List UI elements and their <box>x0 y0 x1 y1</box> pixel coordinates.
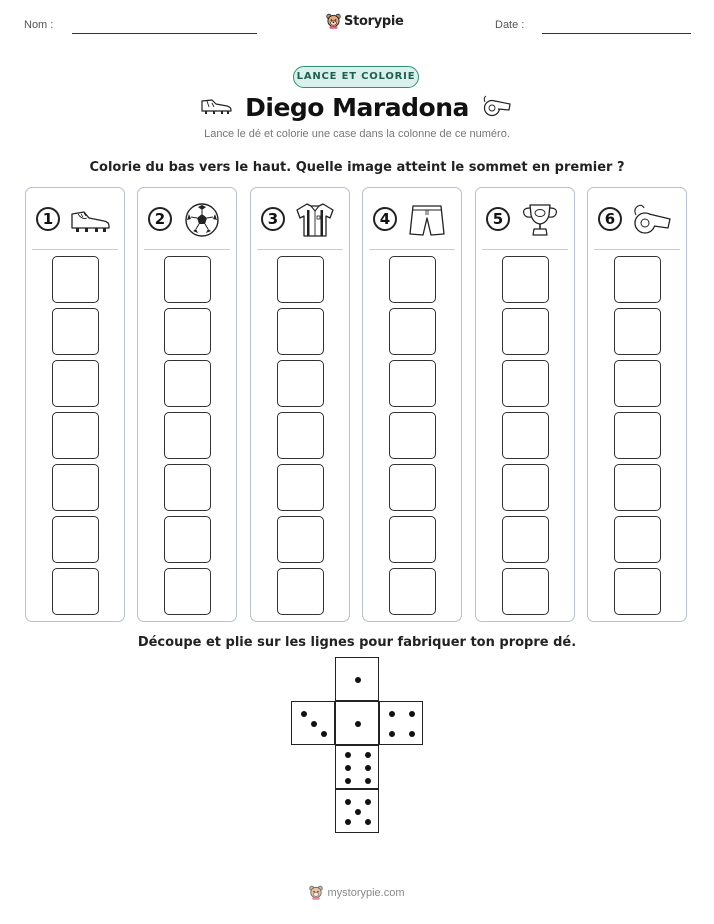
referee-shirt-icon <box>293 202 337 238</box>
die-face-left <box>291 701 335 745</box>
bear-icon <box>309 885 323 900</box>
color-box[interactable] <box>614 516 661 563</box>
die-pip <box>345 778 351 784</box>
activity-badge: LANCE ET COLORIE <box>293 66 419 88</box>
brand-logo <box>326 13 404 29</box>
die-pip <box>301 711 307 717</box>
die-face-top <box>335 657 379 701</box>
column-number: 3 <box>261 207 285 231</box>
name-line[interactable] <box>72 33 257 34</box>
color-box[interactable] <box>164 568 211 615</box>
color-box[interactable] <box>52 360 99 407</box>
color-box[interactable] <box>164 412 211 459</box>
color-box[interactable] <box>277 464 324 511</box>
die-pip <box>365 778 371 784</box>
die-pip <box>409 731 415 737</box>
color-box[interactable] <box>502 308 549 355</box>
die-pip <box>345 799 351 805</box>
color-box[interactable] <box>277 256 324 303</box>
color-box[interactable] <box>52 308 99 355</box>
color-box[interactable] <box>614 568 661 615</box>
column-1 <box>25 187 125 622</box>
column-number: 1 <box>36 207 60 231</box>
color-box[interactable] <box>52 412 99 459</box>
die-pip <box>355 677 361 683</box>
die-pip <box>365 752 371 758</box>
color-box[interactable] <box>502 360 549 407</box>
color-box[interactable] <box>502 516 549 563</box>
color-box[interactable] <box>389 568 436 615</box>
whistle-icon <box>481 94 513 118</box>
column-6 <box>587 187 687 622</box>
die-pip <box>389 711 395 717</box>
color-box[interactable] <box>277 516 324 563</box>
color-box[interactable] <box>502 412 549 459</box>
color-box[interactable] <box>502 568 549 615</box>
color-box[interactable] <box>277 568 324 615</box>
die-pip <box>345 765 351 771</box>
color-box[interactable] <box>164 308 211 355</box>
die-pip <box>365 765 371 771</box>
whistle-icon <box>630 202 674 238</box>
die-pip <box>345 819 351 825</box>
die-face-lower <box>335 745 379 789</box>
color-box[interactable] <box>164 464 211 511</box>
football-boot-icon <box>68 202 112 238</box>
die-pip <box>365 819 371 825</box>
color-box[interactable] <box>164 516 211 563</box>
column-2 <box>137 187 237 622</box>
die-pip <box>311 721 317 727</box>
color-box[interactable] <box>164 256 211 303</box>
date-label: Date : <box>495 19 525 31</box>
color-box[interactable] <box>614 256 661 303</box>
shorts-icon <box>405 202 449 238</box>
column-number: 6 <box>598 207 622 231</box>
die-pip <box>355 721 361 727</box>
color-box[interactable] <box>52 516 99 563</box>
footer-url[interactable]: mystorypie.com <box>327 886 405 899</box>
color-box[interactable] <box>277 360 324 407</box>
trophy-icon <box>518 202 562 238</box>
instruction-bottom: Découpe et plie sur les lignes pour fabriquer ton propre dé. <box>137 635 577 650</box>
color-box[interactable] <box>164 360 211 407</box>
die-face-bottom <box>335 789 379 833</box>
color-box[interactable] <box>614 464 661 511</box>
die-pip <box>365 799 371 805</box>
subtitle: Lance le dé et colorie une case dans la colonne de ce numéro. <box>204 128 510 140</box>
column-5 <box>475 187 575 622</box>
die-face-center <box>335 701 379 745</box>
color-box[interactable] <box>389 308 436 355</box>
color-box[interactable] <box>614 412 661 459</box>
soccer-ball-icon <box>180 202 224 238</box>
page-title: Diego Maradona <box>245 93 469 122</box>
color-box[interactable] <box>52 464 99 511</box>
footer <box>0 885 714 900</box>
brand-name: Storypie <box>344 13 404 29</box>
column-4 <box>362 187 462 622</box>
color-box[interactable] <box>52 568 99 615</box>
column-3 <box>250 187 350 622</box>
color-box[interactable] <box>389 360 436 407</box>
color-box[interactable] <box>389 256 436 303</box>
name-label: Nom : <box>24 19 54 31</box>
color-box[interactable] <box>389 412 436 459</box>
die-pip <box>409 711 415 717</box>
color-box[interactable] <box>502 464 549 511</box>
die-pip <box>321 731 327 737</box>
bear-icon <box>326 13 341 29</box>
color-box[interactable] <box>502 256 549 303</box>
color-box[interactable] <box>277 412 324 459</box>
date-line[interactable] <box>542 33 691 34</box>
instruction-top: Colorie du bas vers le haut. Quelle image atteint le sommet en premier ? <box>89 160 625 175</box>
die-pip <box>345 752 351 758</box>
die-face-right <box>379 701 423 745</box>
color-box[interactable] <box>389 516 436 563</box>
color-box[interactable] <box>614 308 661 355</box>
column-number: 4 <box>373 207 397 231</box>
color-box[interactable] <box>277 308 324 355</box>
column-number: 2 <box>148 207 172 231</box>
color-box[interactable] <box>52 256 99 303</box>
column-number: 5 <box>486 207 510 231</box>
color-box[interactable] <box>389 464 436 511</box>
die-pip <box>355 809 361 815</box>
die-pip <box>389 731 395 737</box>
color-box[interactable] <box>614 360 661 407</box>
